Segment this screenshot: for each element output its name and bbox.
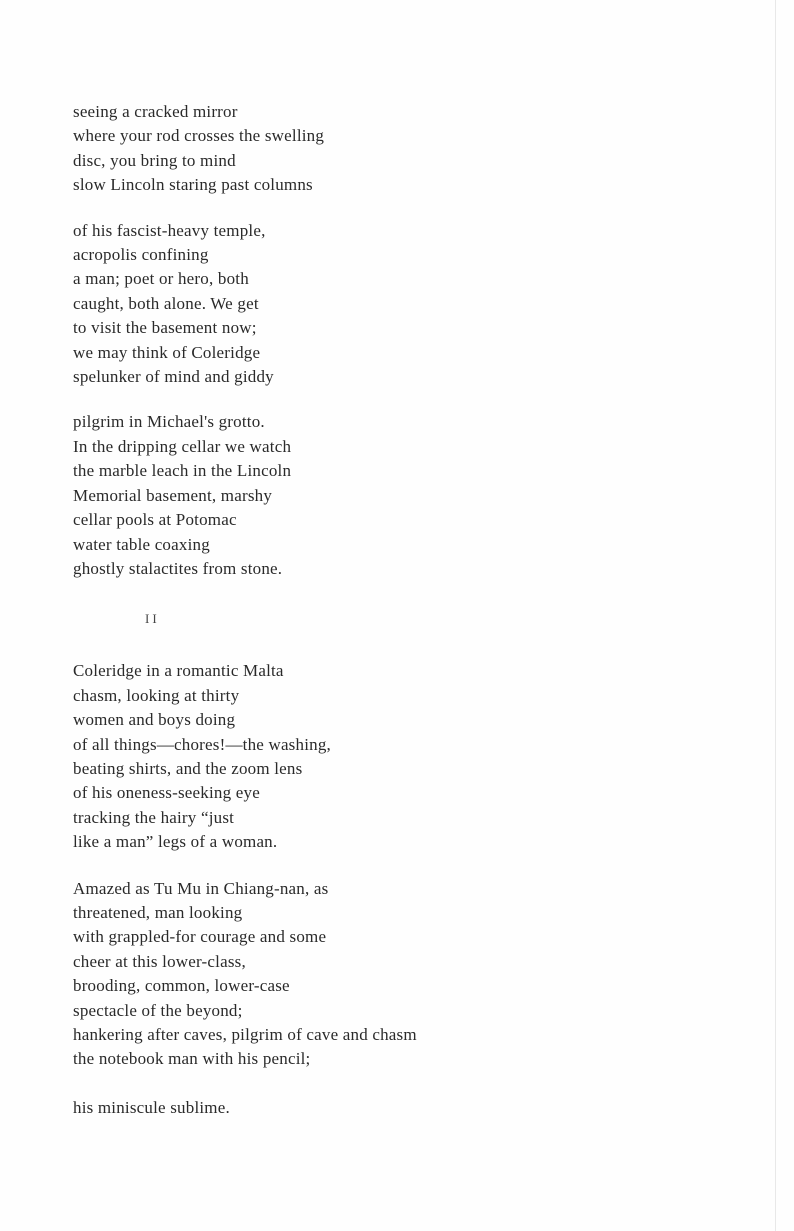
- poem-line: In the dripping cellar we watch: [73, 436, 292, 456]
- poem-line: threatened, man looking: [73, 902, 243, 922]
- poem-line: ghostly stalactites from stone.: [73, 558, 283, 578]
- poem-line: we may think of Coleridge: [73, 342, 261, 362]
- poem-line: Amazed as Tu Mu in Chiang-nan, as: [73, 878, 329, 898]
- poem-line: women and boys doing: [73, 710, 236, 730]
- poem-line: the notebook man with his pencil;: [73, 1049, 311, 1069]
- poem-line: acropolis confining: [73, 245, 209, 265]
- poem-line: disc, you bring to mind: [73, 150, 236, 170]
- stanza-2: [73, 219, 543, 390]
- stanza-break: [73, 198, 543, 219]
- page-edge-shadow: [775, 0, 776, 1231]
- poem-line: the marble leach in the Lincoln: [73, 461, 292, 481]
- poem-line: cheer at this lower-class,: [73, 951, 246, 971]
- poem-line: hankering after caves, pilgrim of cave and chasm: [73, 1025, 417, 1044]
- poem-line: to visit the basement now;: [73, 318, 257, 338]
- poem-line: with grappled-for courage and some: [73, 927, 327, 947]
- poem-line: caught, both alone. We get: [73, 293, 259, 313]
- stanza-break: [73, 389, 543, 410]
- poem-line: his miniscule sublime.: [73, 1097, 230, 1117]
- stanza-4: [73, 659, 543, 854]
- poem-line: slow Lincoln staring past columns: [73, 175, 313, 195]
- poem-line: a man; poet or hero, both: [73, 269, 249, 289]
- poem-line: spectacle of the beyond;: [73, 1000, 243, 1020]
- poem-line: of his fascist-heavy temple,: [73, 220, 266, 240]
- stanza-5: [73, 877, 543, 1072]
- poem-line: of all things—chores!—the washing,: [73, 734, 331, 754]
- stanza-6: [73, 1096, 543, 1120]
- stanza-3: [73, 410, 543, 581]
- poem-line: brooding, common, lower-case: [73, 976, 290, 996]
- poem-line: pilgrim in Michael's grotto.: [73, 412, 265, 432]
- poem-line: cellar pools at Potomac: [73, 510, 237, 530]
- poem-line: beating shirts, and the zoom lens: [73, 758, 303, 778]
- poem-line: Memorial basement, marshy: [73, 485, 273, 505]
- poem-line: Coleridge in a romantic Malta: [73, 661, 284, 681]
- poem-line: spelunker of mind and giddy: [73, 367, 274, 387]
- poem-line: where your rod crosses the swelling: [73, 126, 325, 146]
- poem-line: water table coaxing: [73, 534, 210, 554]
- poem-line: seeing a cracked mirror: [73, 102, 238, 121]
- stanza-break: [73, 855, 543, 877]
- poem-line: like a man” legs of a woman.: [73, 832, 278, 852]
- poem-line: chasm, looking at thirty: [73, 685, 240, 705]
- poem-body: [73, 100, 543, 1120]
- stanza-break: [73, 1072, 543, 1096]
- poem-line: of his oneness-seeking eye: [73, 783, 260, 803]
- stanza-1: [73, 100, 543, 198]
- section-numeral: II: [145, 611, 160, 627]
- poem-line: tracking the hairy “just: [73, 807, 235, 827]
